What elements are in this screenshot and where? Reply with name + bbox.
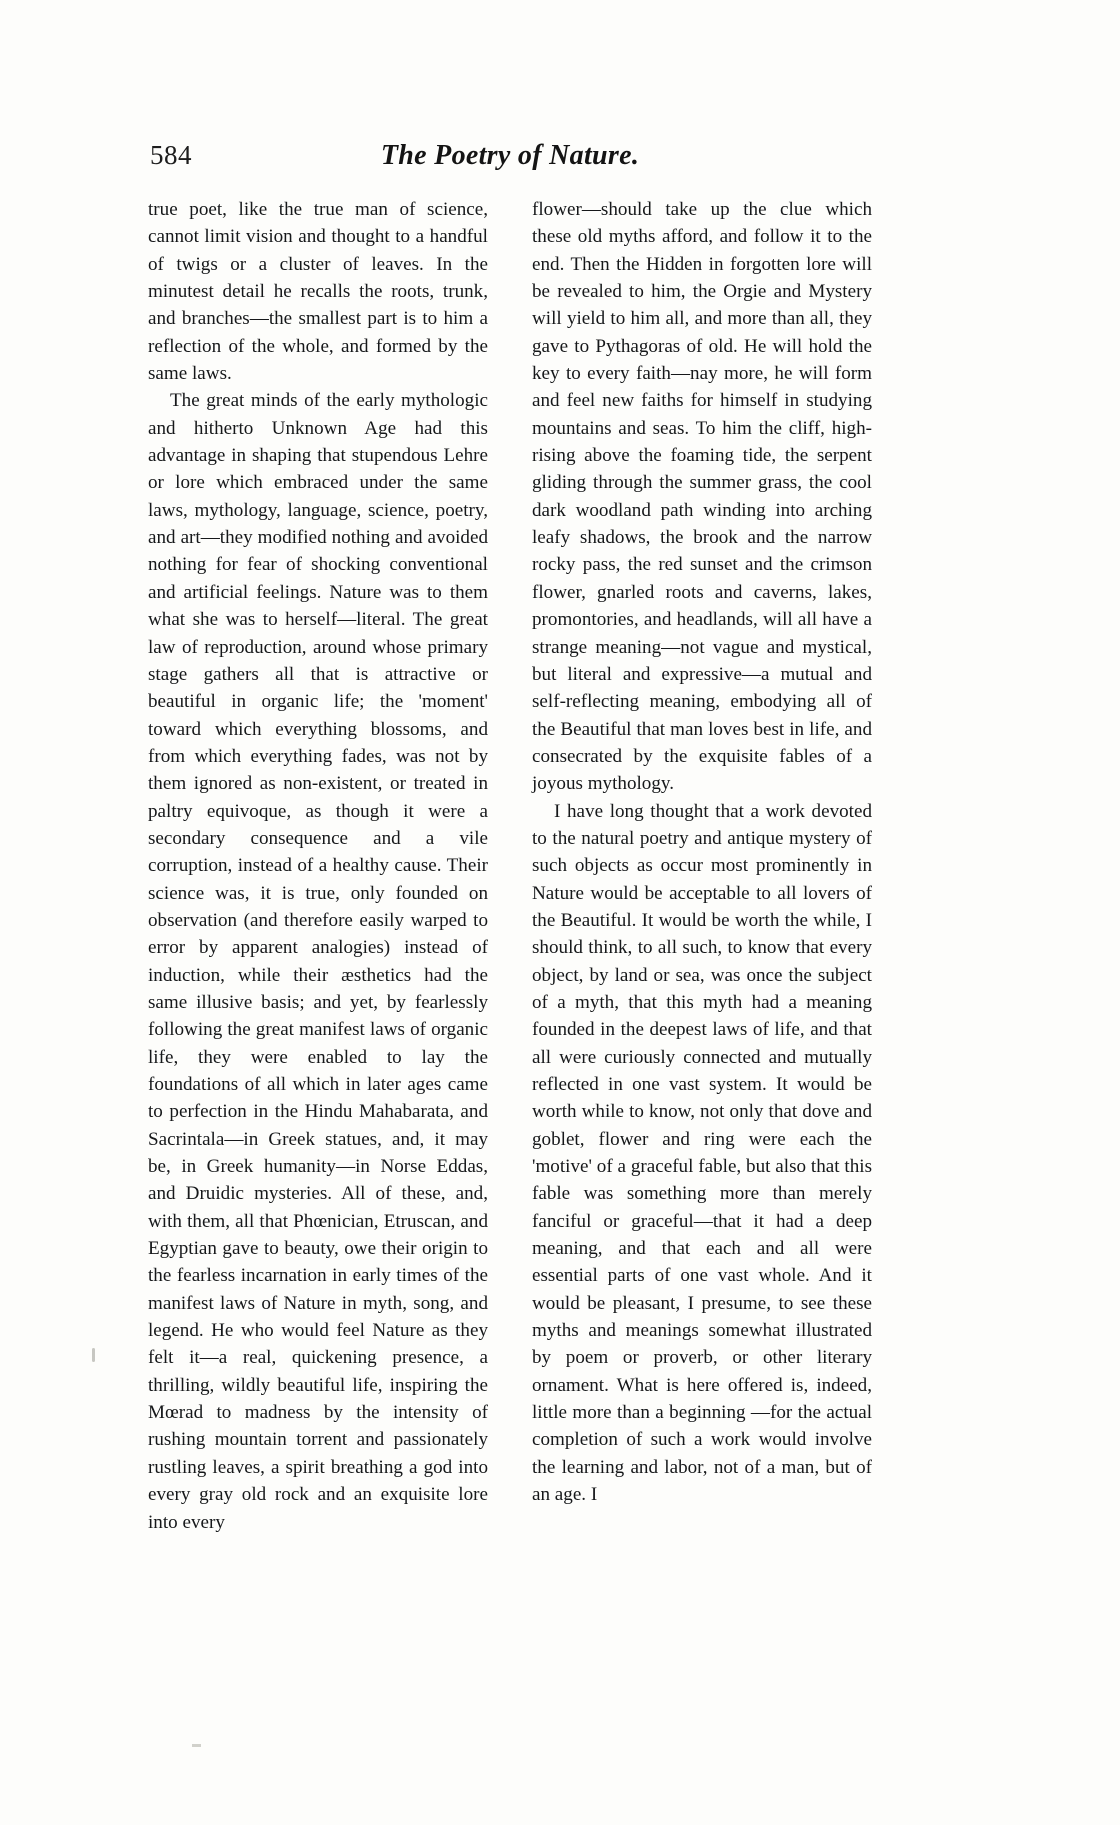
text-columns xyxy=(148,196,872,1536)
right-column xyxy=(532,196,872,1536)
left-column xyxy=(148,196,488,1536)
paragraph: The great minds of the early mythologic and hitherto Unknown Age had this advantage in shaping that stupendous Lehre or lore which embraced under the same laws, mythology, language, science, poetry, and art—they modified nothing and avoided nothing for fear of shocking conventional and artificial feelings. Nature was to them what she was to herself—literal. The great law of reproduction, around whose primary stage gathers all that is attractive or beautiful in organic life; the 'moment' toward which everything blossoms, and from which everything fades, was not by them ignored as non-existent, or treated in paltry equivoque, as though it were a secondary consequence and a vile corruption, instead of a healthy cause. Their science was, it is true, only founded on observation (and therefore easily warped to error by apparent analogies) instead of induction, while their æsthetics had the same illusive basis; and yet, by fearlessly following the great manifest laws of organic life, they were enabled to lay the foundations of all which in later ages came to perfection in the Hindu Mahabarata, and Sacrintala—in Greek statues, and, it may be, in Greek humanity—in Norse Eddas, and Druidic mysteries. All of these, and, with them, all that Phœnician, Etruscan, and Egyptian gave to beauty, owe their origin to the fearless incarnation in early times of the manifest laws of Nature in myth, song, and legend. He who would feel Nature as they felt it—a real, quickening presence, a thrilling, wildly beautiful life, inspiring the Mœrad to madness by the intensity of rushing mountain torrent and passionately rustling leaves, a spirit breathing a god into every gray old rock and an exquisite lore into every xyxy=(148,390,488,1533)
page-header xyxy=(150,140,870,180)
running-title: The Poetry of Nature. xyxy=(380,140,640,171)
paragraph: flower—should take up the clue which these old myths afford, and follow it to the end. Then the Hidden in forgotten lore will be revealed to him, the Orgie and Mystery will yield to him all, and more than all, they gave to Pythagoras of old. He will hold the key to every faith—nay more, he will form and feel new faiths for himself in studying mountains and seas. To him the cliff, high-rising above the foaming tide, the serpent gliding through the summer grass, the cool dark woodland path winding into arching leafy shadows, the brook and the narrow rocky pass, the red sunset and the crimson flower, gnarled roots and caverns, lakes, promontories, and headlands, will all have a strange meaning—not vague and mystical, but literal and expressive—a mutual and self-reflecting meaning, embodying all of the Beautiful that man loves best in life, and consecrated by the exquisite fables of a joyous mythology. xyxy=(532,199,872,795)
page-edge-speck xyxy=(92,1348,95,1362)
paragraph: I have long thought that a work devoted to the natural poetry and antique mystery of such objects as occur most prominently in Nature would be acceptable to all lovers of the Beautiful. It would be worth the while, I should think, to all such, to know that every object, by land or sea, was once the subject of a myth, that this myth had a meaning founded in the deepest laws of life, and that all were curiously connected and mutually reflected in one vast system. It would be worth while to know, not only that dove and goblet, flower and ring were each the 'motive' of a graceful fable, but also that this fable was something more than merely fanciful or graceful—that it had a deep meaning, and that each and all were essential parts of one vast whole. And it would be pleasant, I presume, to see these myths and meanings somewhat illustrated by poem or proverb, or other literary ornament. What is here offered is, indeed, little more than a beginning —for the actual completion of such a work would involve the learning and labor, not of a man, but of an age. I xyxy=(532,800,872,1506)
paragraph: true poet, like the true man of science, cannot limit vision and thought to a handful of twigs or a cluster of leaves. In the minutest detail he recalls the roots, trunk, and branches—the smallest part is to him a reflection of the whole, and formed by the same laws. xyxy=(148,199,488,385)
page-edge-speck xyxy=(192,1744,201,1747)
page-number: 584 xyxy=(150,140,192,170)
